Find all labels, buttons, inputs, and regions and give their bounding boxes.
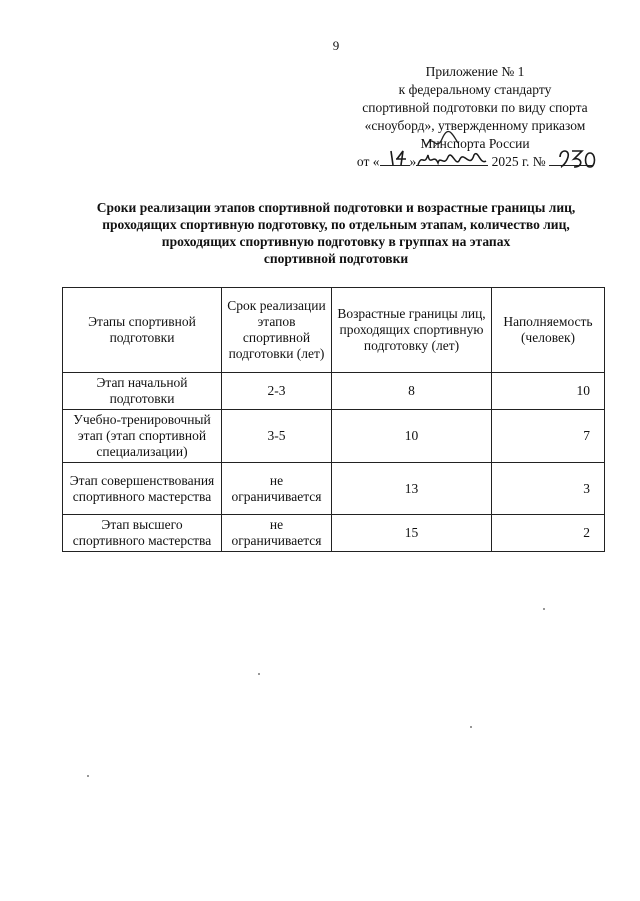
appendix-header bbox=[330, 63, 620, 171]
header-age: Возрастные границы лиц, проходящих спортивную подготовку (лет) bbox=[332, 288, 492, 373]
title-line: проходящих спортивную подготовку в группах на этапах bbox=[161, 234, 511, 249]
scan-speck bbox=[258, 673, 260, 675]
scan-speck bbox=[470, 726, 472, 728]
appendix-line: «сноуборд», утвержденному приказом bbox=[364, 118, 586, 133]
cell-duration: не ограничивается bbox=[222, 515, 332, 552]
cell-stage: Этап высшего спортивного мастерства bbox=[63, 515, 222, 552]
header-capacity: Наполняемость (человек) bbox=[492, 288, 605, 373]
order-date-line bbox=[330, 153, 620, 171]
stages-table bbox=[62, 287, 605, 552]
table-row bbox=[63, 463, 605, 515]
ministry-name: Минспорта России bbox=[420, 136, 530, 151]
cell-duration: не ограничивается bbox=[222, 463, 332, 515]
scan-speck bbox=[87, 775, 89, 777]
cell-age: 15 bbox=[332, 515, 492, 552]
appendix-line: Приложение № 1 bbox=[425, 64, 525, 79]
day-blank bbox=[380, 165, 410, 166]
title-line: спортивной подготовки bbox=[263, 251, 409, 266]
cell-duration: 2-3 bbox=[222, 373, 332, 410]
document-title bbox=[62, 199, 610, 267]
date-year: 2025 г. № bbox=[491, 154, 546, 169]
scan-speck bbox=[543, 608, 545, 610]
cell-capacity: 10 bbox=[492, 373, 605, 410]
header-stage: Этапы спортивной подготовки bbox=[63, 288, 222, 373]
header-duration: Срок реализации этапов спортивной подготовки (лет) bbox=[222, 288, 332, 373]
title-line: Сроки реализации этапов спортивной подготовки и возрастные границы лиц, bbox=[96, 200, 576, 215]
page-number: 9 bbox=[332, 38, 340, 53]
ministry-line bbox=[330, 135, 620, 153]
table-header-row bbox=[63, 288, 605, 373]
cell-stage: Учебно-тренировочный этап (этап спортивной специализации) bbox=[63, 410, 222, 463]
cell-age: 13 bbox=[332, 463, 492, 515]
title-line: проходящих спортивную подготовку, по отдельным этапам, количество лиц, bbox=[102, 217, 570, 232]
cell-capacity: 3 bbox=[492, 463, 605, 515]
cell-capacity: 2 bbox=[492, 515, 605, 552]
number-blank bbox=[549, 165, 593, 166]
cell-stage: Этап начальной подготовки bbox=[63, 373, 222, 410]
appendix-line: спортивной подготовки по виду спорта bbox=[362, 100, 588, 115]
table-row bbox=[63, 373, 605, 410]
cell-age: 10 bbox=[332, 410, 492, 463]
month-blank bbox=[416, 165, 488, 166]
cell-age: 8 bbox=[332, 373, 492, 410]
cell-stage: Этап совершенствования спортивного мастерства bbox=[63, 463, 222, 515]
appendix-line: к федеральному стандарту bbox=[398, 82, 552, 97]
cell-duration: 3-5 bbox=[222, 410, 332, 463]
date-prefix: от « bbox=[356, 154, 380, 169]
table-row bbox=[63, 410, 605, 463]
date-mid: » bbox=[409, 154, 417, 169]
table-row bbox=[63, 515, 605, 552]
cell-capacity: 7 bbox=[492, 410, 605, 463]
